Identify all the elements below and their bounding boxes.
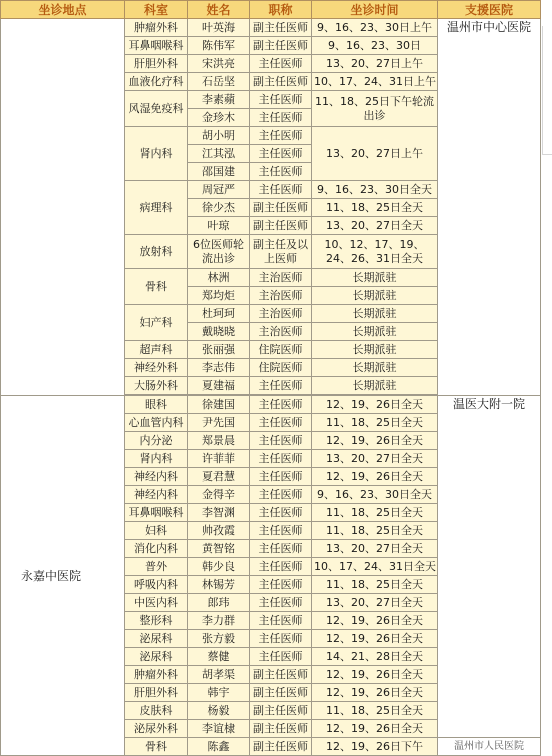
doctor-title: 主任医师: [250, 181, 312, 199]
dept-cell: 皮肤科: [125, 702, 188, 720]
doctor-name: 宋洪亮: [188, 55, 250, 73]
clinic-time: 9、16、23、30日上午: [312, 19, 438, 37]
dept-cell: 普外: [125, 558, 188, 576]
doctor-title: 主任医师: [250, 163, 312, 181]
doctor-title: 主任医师: [250, 145, 312, 163]
clinic-time: 12、19、26日全天: [312, 468, 438, 486]
doctor-name: 李志伟: [188, 359, 250, 377]
dept-cell: 风湿免疫科: [125, 91, 188, 127]
doctor-title: 主任医师: [250, 468, 312, 486]
doctor-title: 主任医师: [250, 594, 312, 612]
doctor-title: 主治医师: [250, 305, 312, 323]
dept-cell: 整形科: [125, 612, 188, 630]
doctor-title: 副主任医师: [250, 702, 312, 720]
doctor-title: 主任医师: [250, 432, 312, 450]
clinic-time: 13、20、27日上午: [312, 55, 438, 73]
dept-cell: 呼吸内科: [125, 576, 188, 594]
dept-cell: 骨科: [125, 738, 188, 756]
dept-cell: 放射科: [125, 235, 188, 269]
doctor-title: 主任医师: [250, 486, 312, 504]
doctor-title: 主任医师: [250, 414, 312, 432]
doctor-name: 邵国建: [188, 163, 250, 181]
header-location: 坐诊地点: [1, 1, 125, 19]
doctor-name: 叶英海: [188, 19, 250, 37]
dept-cell: 神经外科: [125, 359, 188, 377]
dept-cell: 血液化疗科: [125, 73, 188, 91]
clinic-time: 长期派驻: [312, 269, 438, 287]
doctor-name: 夏君慧: [188, 468, 250, 486]
doctor-title: 副主任医师: [250, 720, 312, 738]
clinic-time: 11、18、25日全天: [312, 576, 438, 594]
dept-cell: 神经内科: [125, 468, 188, 486]
doctor-name: 蔡健: [188, 648, 250, 666]
clinic-time: 11、18、25日全天: [312, 522, 438, 540]
clinic-time: 长期派驻: [312, 341, 438, 359]
doctor-name: 周冠严: [188, 181, 250, 199]
doctor-title: 主任医师: [250, 612, 312, 630]
doctor-title: 副主任医师: [250, 738, 312, 756]
doctor-name: 叶琼: [188, 217, 250, 235]
header-row: [1, 1, 541, 19]
clinic-time: 11、18、25日全天: [312, 414, 438, 432]
doctor-name: 戴晓晓: [188, 323, 250, 341]
dept-cell: 肾内科: [125, 127, 188, 181]
clinic-time: 13、20、27日上午: [312, 127, 438, 181]
header-time: 坐诊时间: [312, 1, 438, 19]
clinic-time: 10、12、17、19、24、26、31日全天: [312, 235, 438, 269]
doctor-name: 陈伟军: [188, 37, 250, 55]
doctor-title: 主治医师: [250, 323, 312, 341]
dept-cell: 骨科: [125, 269, 188, 305]
doctor-title: 主任医师: [250, 377, 312, 395]
header-name: 姓名: [188, 1, 250, 19]
clinic-time: 9、16、23、30日: [312, 37, 438, 55]
doctor-name: 张方毅: [188, 630, 250, 648]
dept-cell: 肿瘤外科: [125, 666, 188, 684]
doctor-title: 副主任医师: [250, 19, 312, 37]
clinic-time: 9、16、23、30日全天: [312, 181, 438, 199]
clinic-time: 12、19、26日全天: [312, 666, 438, 684]
doctor-name: 江其泓: [188, 145, 250, 163]
location-cell: 永嘉中医院: [1, 396, 125, 756]
support-hospital-2: 温医大附一院: [438, 396, 541, 738]
doctor-name: 李力群: [188, 612, 250, 630]
doctor-name: 金得辛: [188, 486, 250, 504]
clinic-time: 12、19、26日全天: [312, 612, 438, 630]
doctor-name: 郑景晨: [188, 432, 250, 450]
doctor-name: 6位医师轮流出诊: [188, 235, 250, 269]
clinic-time: 12、19、26日全天: [312, 720, 438, 738]
support-hospital-1: 温州市中心医院: [438, 19, 541, 396]
header-department: 科室: [125, 1, 188, 19]
clinic-time: 12、19、26日全天: [312, 630, 438, 648]
doctor-title: 主治医师: [250, 269, 312, 287]
doctor-name: 黄智铭: [188, 540, 250, 558]
dept-cell: 肾内科: [125, 450, 188, 468]
table-row: [1, 19, 541, 37]
clinic-time: 长期派驻: [312, 323, 438, 341]
dept-cell: 妇产科: [125, 305, 188, 341]
clinic-time: 13、20、27日全天: [312, 217, 438, 235]
doctor-title: 主任医师: [250, 396, 312, 414]
doctor-name: 石岳坚: [188, 73, 250, 91]
doctor-title: 副主任医师: [250, 684, 312, 702]
doctor-name: 帅孜霞: [188, 522, 250, 540]
side-bracket-decoration: [542, 26, 552, 155]
doctor-title: 主治医师: [250, 287, 312, 305]
clinic-time: 12、19、26日全天: [312, 684, 438, 702]
clinic-time: 10、17、24、31日上午: [312, 73, 438, 91]
clinic-time: 11、18、25日全天: [312, 199, 438, 217]
dept-cell: 心血管内科: [125, 414, 188, 432]
doctor-name: 林洲: [188, 269, 250, 287]
clinic-time: 12、19、26日全天: [312, 396, 438, 414]
dept-cell: 超声科: [125, 341, 188, 359]
doctor-title: 主任医师: [250, 504, 312, 522]
doctor-name: 韩少良: [188, 558, 250, 576]
dept-cell: 泌尿科: [125, 630, 188, 648]
clinic-time: 13、20、27日全天: [312, 450, 438, 468]
doctor-name: 徐建国: [188, 396, 250, 414]
dept-cell: 肿瘤外科: [125, 19, 188, 37]
clinic-time: 13、20、27日全天: [312, 540, 438, 558]
doctor-title: 主任医师: [250, 648, 312, 666]
clinic-time: 长期派驻: [312, 359, 438, 377]
clinic-time: 12、19、26日全天: [312, 432, 438, 450]
doctor-title: 主任医师: [250, 109, 312, 127]
doctor-name: 胡孝渠: [188, 666, 250, 684]
clinic-time: 13、20、27日全天: [312, 594, 438, 612]
doctor-title: 主任医师: [250, 55, 312, 73]
doctor-title: 住院医师: [250, 341, 312, 359]
dept-cell: 肝胆外科: [125, 684, 188, 702]
doctor-name: 李智渊: [188, 504, 250, 522]
doctor-name: 韩宇: [188, 684, 250, 702]
support-hospital-3: 温州市人民医院: [438, 738, 541, 756]
doctor-title: 主任医师: [250, 450, 312, 468]
doctor-title: 主任医师: [250, 630, 312, 648]
clinic-time: 10、17、24、31日全天: [312, 558, 438, 576]
doctor-name: 张丽强: [188, 341, 250, 359]
table-row: [1, 396, 541, 414]
dept-cell: 消化内科: [125, 540, 188, 558]
dept-cell: 内分泌: [125, 432, 188, 450]
dept-cell: 耳鼻咽喉科: [125, 504, 188, 522]
doctor-name: 金珍木: [188, 109, 250, 127]
doctor-name: 徐少杰: [188, 199, 250, 217]
doctor-name: 郎玮: [188, 594, 250, 612]
doctor-title: 副主任医师: [250, 666, 312, 684]
location-cell-top: [1, 19, 125, 396]
doctor-name: 夏建福: [188, 377, 250, 395]
dept-cell: 妇科: [125, 522, 188, 540]
dept-cell: 大肠外科: [125, 377, 188, 395]
doctor-name: 杜珂珂: [188, 305, 250, 323]
doctor-name: 李素蘋: [188, 91, 250, 109]
dept-cell: 泌尿科: [125, 648, 188, 666]
clinic-time: 11、18、25日全天: [312, 702, 438, 720]
clinic-time: 14、21、28日全天: [312, 648, 438, 666]
doctor-title: 主任医师: [250, 522, 312, 540]
dept-cell: 眼科: [125, 396, 188, 414]
doctor-name: 胡小明: [188, 127, 250, 145]
doctor-name: 李谊棣: [188, 720, 250, 738]
dept-cell: 泌尿外科: [125, 720, 188, 738]
doctor-name: 杨毅: [188, 702, 250, 720]
doctor-name: 尹先国: [188, 414, 250, 432]
doctor-title: 主任医师: [250, 127, 312, 145]
dept-cell: 中医内科: [125, 594, 188, 612]
clinic-time: 11、18、25日下午轮流出诊: [312, 91, 438, 127]
doctor-title: 副主任医师: [250, 199, 312, 217]
clinic-time: 12、19、26日下午: [312, 738, 438, 756]
clinic-time: 长期派驻: [312, 287, 438, 305]
doctor-name: 郑均炬: [188, 287, 250, 305]
doctor-title: 主任医师: [250, 91, 312, 109]
doctor-title: 副主任及以上医师: [250, 235, 312, 269]
doctor-title: 副主任医师: [250, 73, 312, 91]
clinic-time: 11、18、25日全天: [312, 504, 438, 522]
clinic-time: 长期派驻: [312, 377, 438, 395]
doctor-title: 副主任医师: [250, 217, 312, 235]
header-title: 职称: [250, 1, 312, 19]
clinic-time: 9、16、23、30日全天: [312, 486, 438, 504]
dept-cell: 耳鼻咽喉科: [125, 37, 188, 55]
dept-cell: 病理科: [125, 181, 188, 235]
doctor-title: 主任医师: [250, 540, 312, 558]
doctor-title: 主任医师: [250, 576, 312, 594]
doctor-title: 副主任医师: [250, 37, 312, 55]
doctor-name: 林锡芳: [188, 576, 250, 594]
doctor-title: 主任医师: [250, 558, 312, 576]
doctor-title: 住院医师: [250, 359, 312, 377]
dept-cell: 神经内科: [125, 486, 188, 504]
clinic-time: 长期派驻: [312, 305, 438, 323]
doctor-name: 陈鑫: [188, 738, 250, 756]
doctor-name: 许菲菲: [188, 450, 250, 468]
dept-cell: 肝胆外科: [125, 55, 188, 73]
header-hospital: 支援医院: [438, 1, 541, 19]
